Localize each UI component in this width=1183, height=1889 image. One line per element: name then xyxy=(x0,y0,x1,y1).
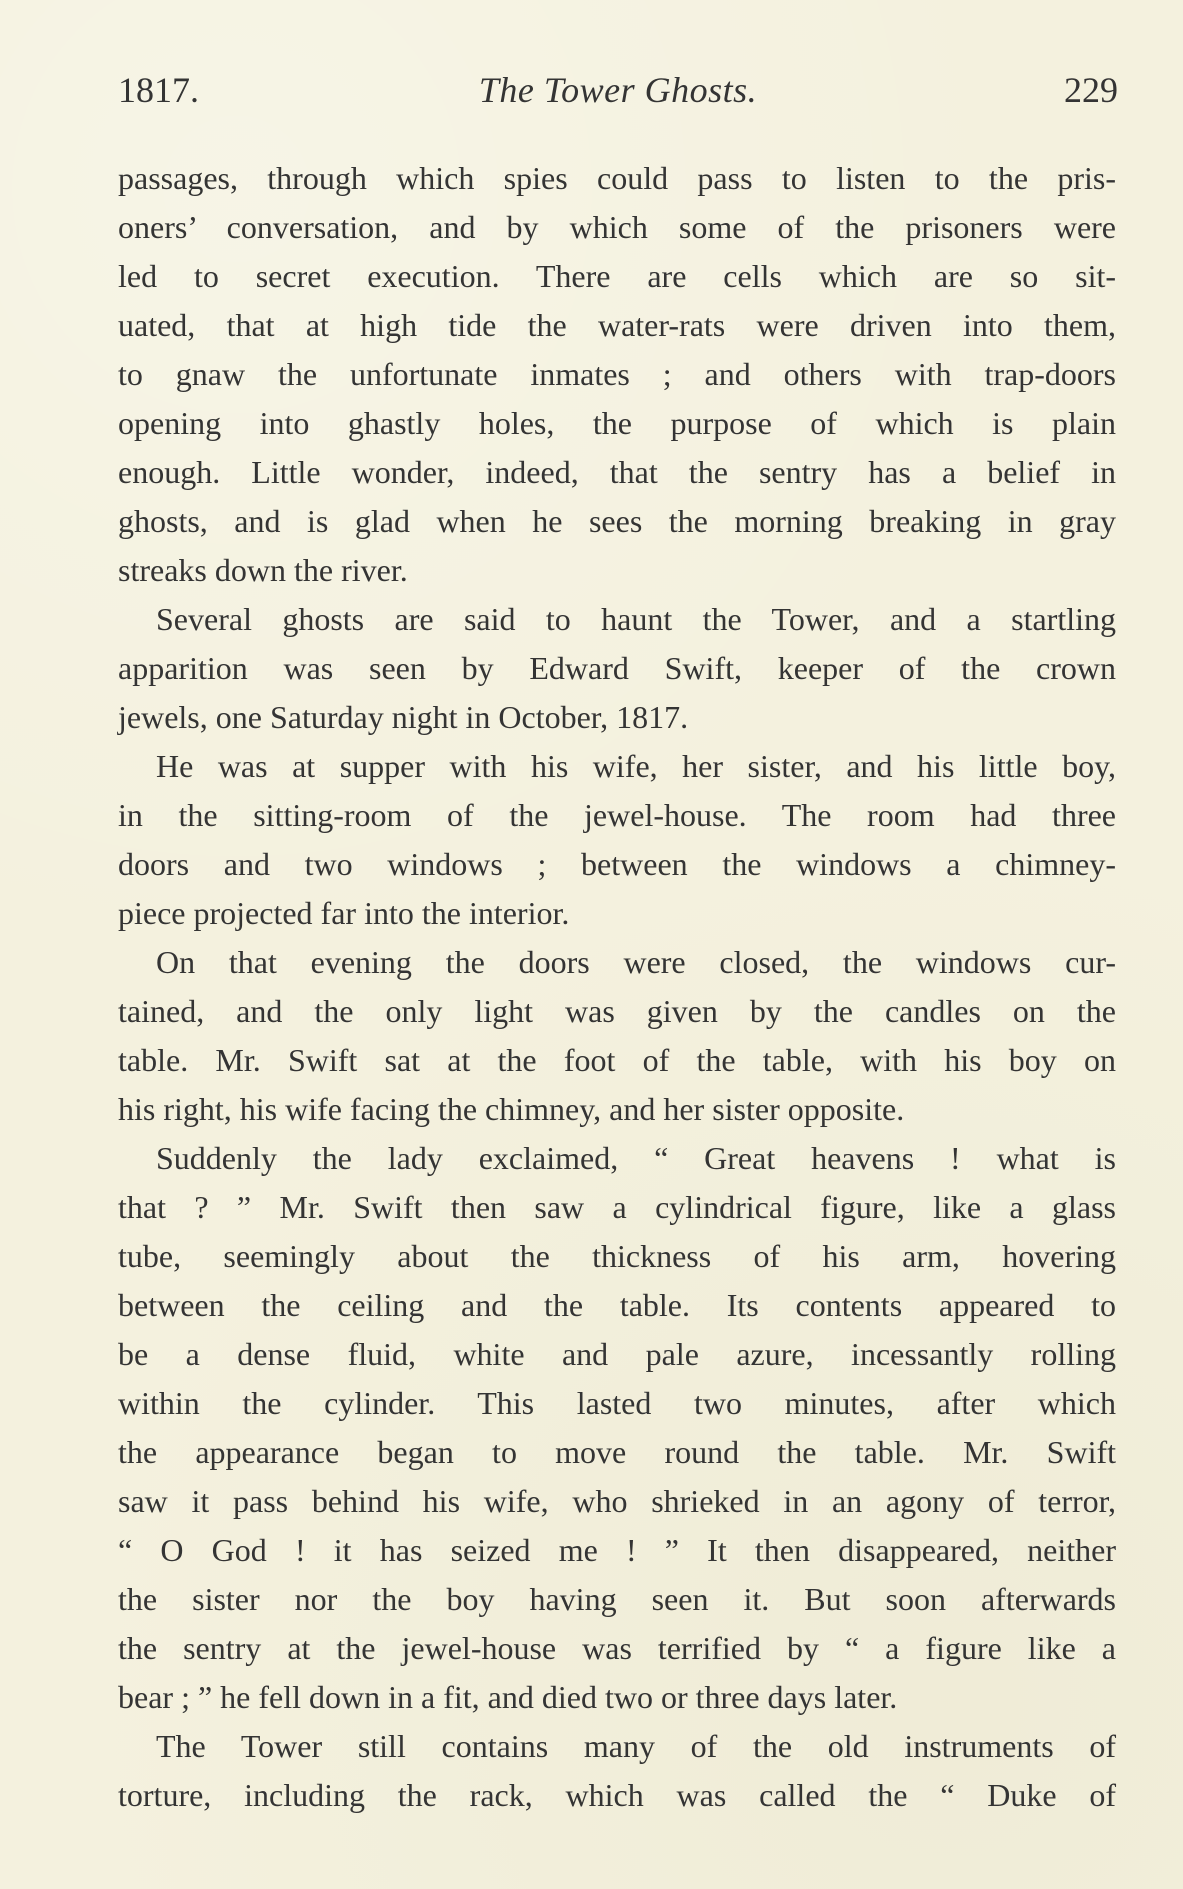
text-line: “ O God ! it has seized me ! ” It then disappeared, neither xyxy=(118,1532,1116,1568)
text-line: tube, seemingly about the thickness of his arm, hovering xyxy=(118,1238,1116,1274)
text-line: streaks down the river. xyxy=(118,552,408,588)
header-title: The Tower Ghosts. xyxy=(478,70,758,110)
text-line: led to secret execution. There are cells which are so sit- xyxy=(118,258,1116,294)
text-line: that ? ” Mr. Swift then saw a cylindrical figure, like a glass xyxy=(118,1189,1116,1225)
text-line: apparition was seen by Edward Swift, keeper of the crown xyxy=(118,650,1116,686)
text-line: jewels, one Saturday night in October, 1817. xyxy=(118,699,689,735)
text-line: within the cylinder. This lasted two minutes, after which xyxy=(118,1385,1116,1421)
text-line: table. Mr. Swift sat at the foot of the table, with his boy on xyxy=(118,1042,1116,1078)
text-line: ghosts, and is glad when he sees the morning breaking in gray xyxy=(118,503,1116,539)
running-header xyxy=(118,64,1118,116)
text-line: On that evening the doors were closed, the windows cur- xyxy=(156,944,1116,980)
text-line: opening into ghastly holes, the purpose of which is plain xyxy=(118,405,1116,441)
text-line: passages, through which spies could pass to listen to the pris- xyxy=(118,160,1116,196)
text-line: to gnaw the unfortunate inmates ; and others with trap-doors xyxy=(118,356,1116,392)
text-line: enough. Little wonder, indeed, that the sentry has a belief in xyxy=(118,454,1116,490)
text-line: He was at supper with his wife, her sister, and his little boy, xyxy=(156,748,1116,784)
text-line: in the sitting-room of the jewel-house. The room had three xyxy=(118,797,1116,833)
text-line: be a dense fluid, white and pale azure, incessantly rolling xyxy=(118,1336,1116,1372)
text-line: doors and two windows ; between the windows a chimney- xyxy=(118,846,1116,882)
text-line: saw it pass behind his wife, who shrieked in an agony of terror, xyxy=(118,1483,1116,1519)
text-line: the sentry at the jewel-house was terrified by “ a figure like a xyxy=(118,1630,1116,1666)
text-line: The Tower still contains many of the old instruments of xyxy=(156,1728,1116,1764)
header-year: 1817. xyxy=(118,70,199,110)
text-line: piece projected far into the interior. xyxy=(118,895,570,931)
text-line: his right, his wife facing the chimney, and her sister opposite. xyxy=(118,1091,905,1127)
text-line: uated, that at high tide the water-rats were driven into them, xyxy=(118,307,1116,343)
text-line: torture, including the rack, which was called the “ Duke of xyxy=(118,1777,1116,1813)
body-text xyxy=(118,154,1116,1820)
text-line: bear ; ” he fell down in a fit, and died two or three days later. xyxy=(118,1679,898,1715)
text-line: the sister nor the boy having seen it. But soon afterwards xyxy=(118,1581,1116,1617)
text-line: Several ghosts are said to haunt the Tower, and a startling xyxy=(156,601,1116,637)
text-line: oners’ conversation, and by which some of the prisoners were xyxy=(118,209,1116,245)
text-line: the appearance began to move round the table. Mr. Swift xyxy=(118,1434,1116,1470)
text-line: between the ceiling and the table. Its contents appeared to xyxy=(118,1287,1116,1323)
page-number: 229 xyxy=(1064,70,1118,110)
text-line: tained, and the only light was given by the candles on the xyxy=(118,993,1116,1029)
text-line: Suddenly the lady exclaimed, “ Great heavens ! what is xyxy=(156,1140,1116,1176)
